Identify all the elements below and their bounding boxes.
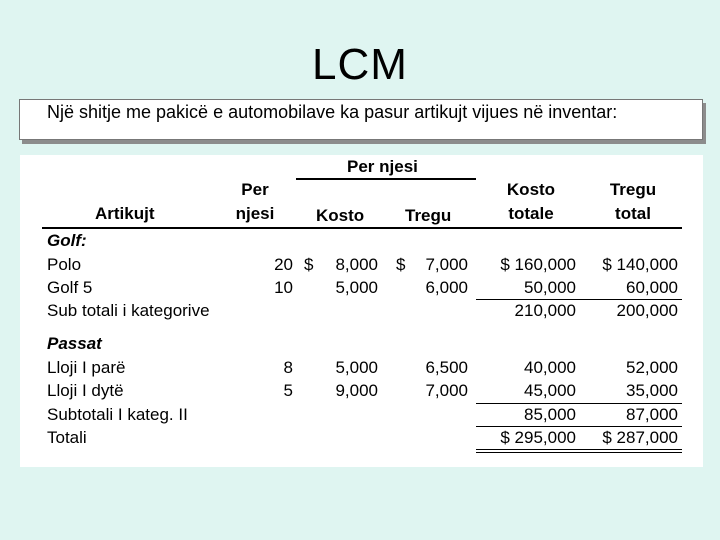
row-qty: 10: [274, 278, 293, 297]
header-tregu: Tregu: [405, 206, 452, 225]
row-market: 6,500: [425, 358, 468, 377]
subtotal-market: 200,000: [616, 301, 678, 320]
header-njesi: njesi: [235, 204, 275, 223]
row-name: Lloji I dytë: [47, 381, 124, 400]
subtotal-label: Sub totali i kategorive: [47, 301, 210, 320]
row-total-cost: 45,000: [524, 381, 576, 400]
row-market: 6,000: [425, 278, 468, 297]
subtotal-market: 87,000: [626, 405, 678, 424]
passat-subtotal-rule: [476, 403, 682, 404]
total-rule: [476, 426, 682, 427]
row-total-cost: $ 160,000: [500, 255, 576, 274]
inventory-table: [20, 155, 703, 467]
header-kosto-totale-2: totale: [508, 204, 554, 223]
header-group-underline: [296, 178, 476, 180]
header-kosto-totale-1: Kosto: [506, 180, 556, 199]
row-cost: 5,000: [335, 358, 378, 377]
row-total-market: 35,000: [626, 381, 678, 400]
row-qty: 20: [274, 255, 293, 274]
header-per-njesi-group: Per njesi: [347, 157, 418, 176]
row-total-cost: 50,000: [524, 278, 576, 297]
row-market: 7,000: [425, 381, 468, 400]
row-total-market: 52,000: [626, 358, 678, 377]
total-double-rule-bottom: [476, 452, 682, 453]
row-qty: 5: [283, 381, 293, 400]
page-title: LCM: [312, 40, 408, 89]
row-total-market: $ 140,000: [602, 255, 678, 274]
row-qty: 8: [283, 358, 293, 377]
golf-subtotal-rule: [476, 299, 682, 300]
row-total-cost: 40,000: [524, 358, 576, 377]
row-cost: 5,000: [335, 278, 378, 297]
subtitle-box: [19, 99, 703, 140]
row-cost-sign: $: [304, 255, 314, 274]
header-tregu-total-2: total: [615, 204, 651, 223]
total-label: Totali: [47, 428, 87, 447]
section-heading-passat: Passat: [47, 334, 102, 353]
header-per: Per: [241, 180, 269, 199]
total-double-rule-top: [476, 449, 682, 450]
header-kosto: Kosto: [316, 206, 365, 225]
subtitle-text: Një shitje me pakicë e automobilave ka pasur artikujt vijues në inventar:: [47, 102, 618, 122]
row-market-sign: $: [396, 255, 406, 274]
subtotal-cost: 85,000: [524, 405, 576, 424]
row-name: Lloji I parë: [47, 358, 126, 377]
row-name: Polo: [47, 255, 82, 274]
section-heading-golf: Golf:: [47, 231, 87, 250]
header-tregu-total-1: Tregu: [609, 180, 657, 199]
header-artikujt: Artikujt: [95, 204, 155, 223]
subtotal-cost: 210,000: [514, 301, 576, 320]
total-market: $ 287,000: [602, 428, 678, 447]
row-market: 7,000: [425, 255, 468, 274]
header-underline: [42, 227, 682, 229]
row-name: Golf 5: [47, 278, 93, 297]
row-cost: 8,000: [335, 255, 378, 274]
row-total-market: 60,000: [626, 278, 678, 297]
row-cost: 9,000: [335, 381, 378, 400]
total-cost: $ 295,000: [500, 428, 576, 447]
subtotal-label: Subtotali I kateg. II: [47, 405, 188, 424]
